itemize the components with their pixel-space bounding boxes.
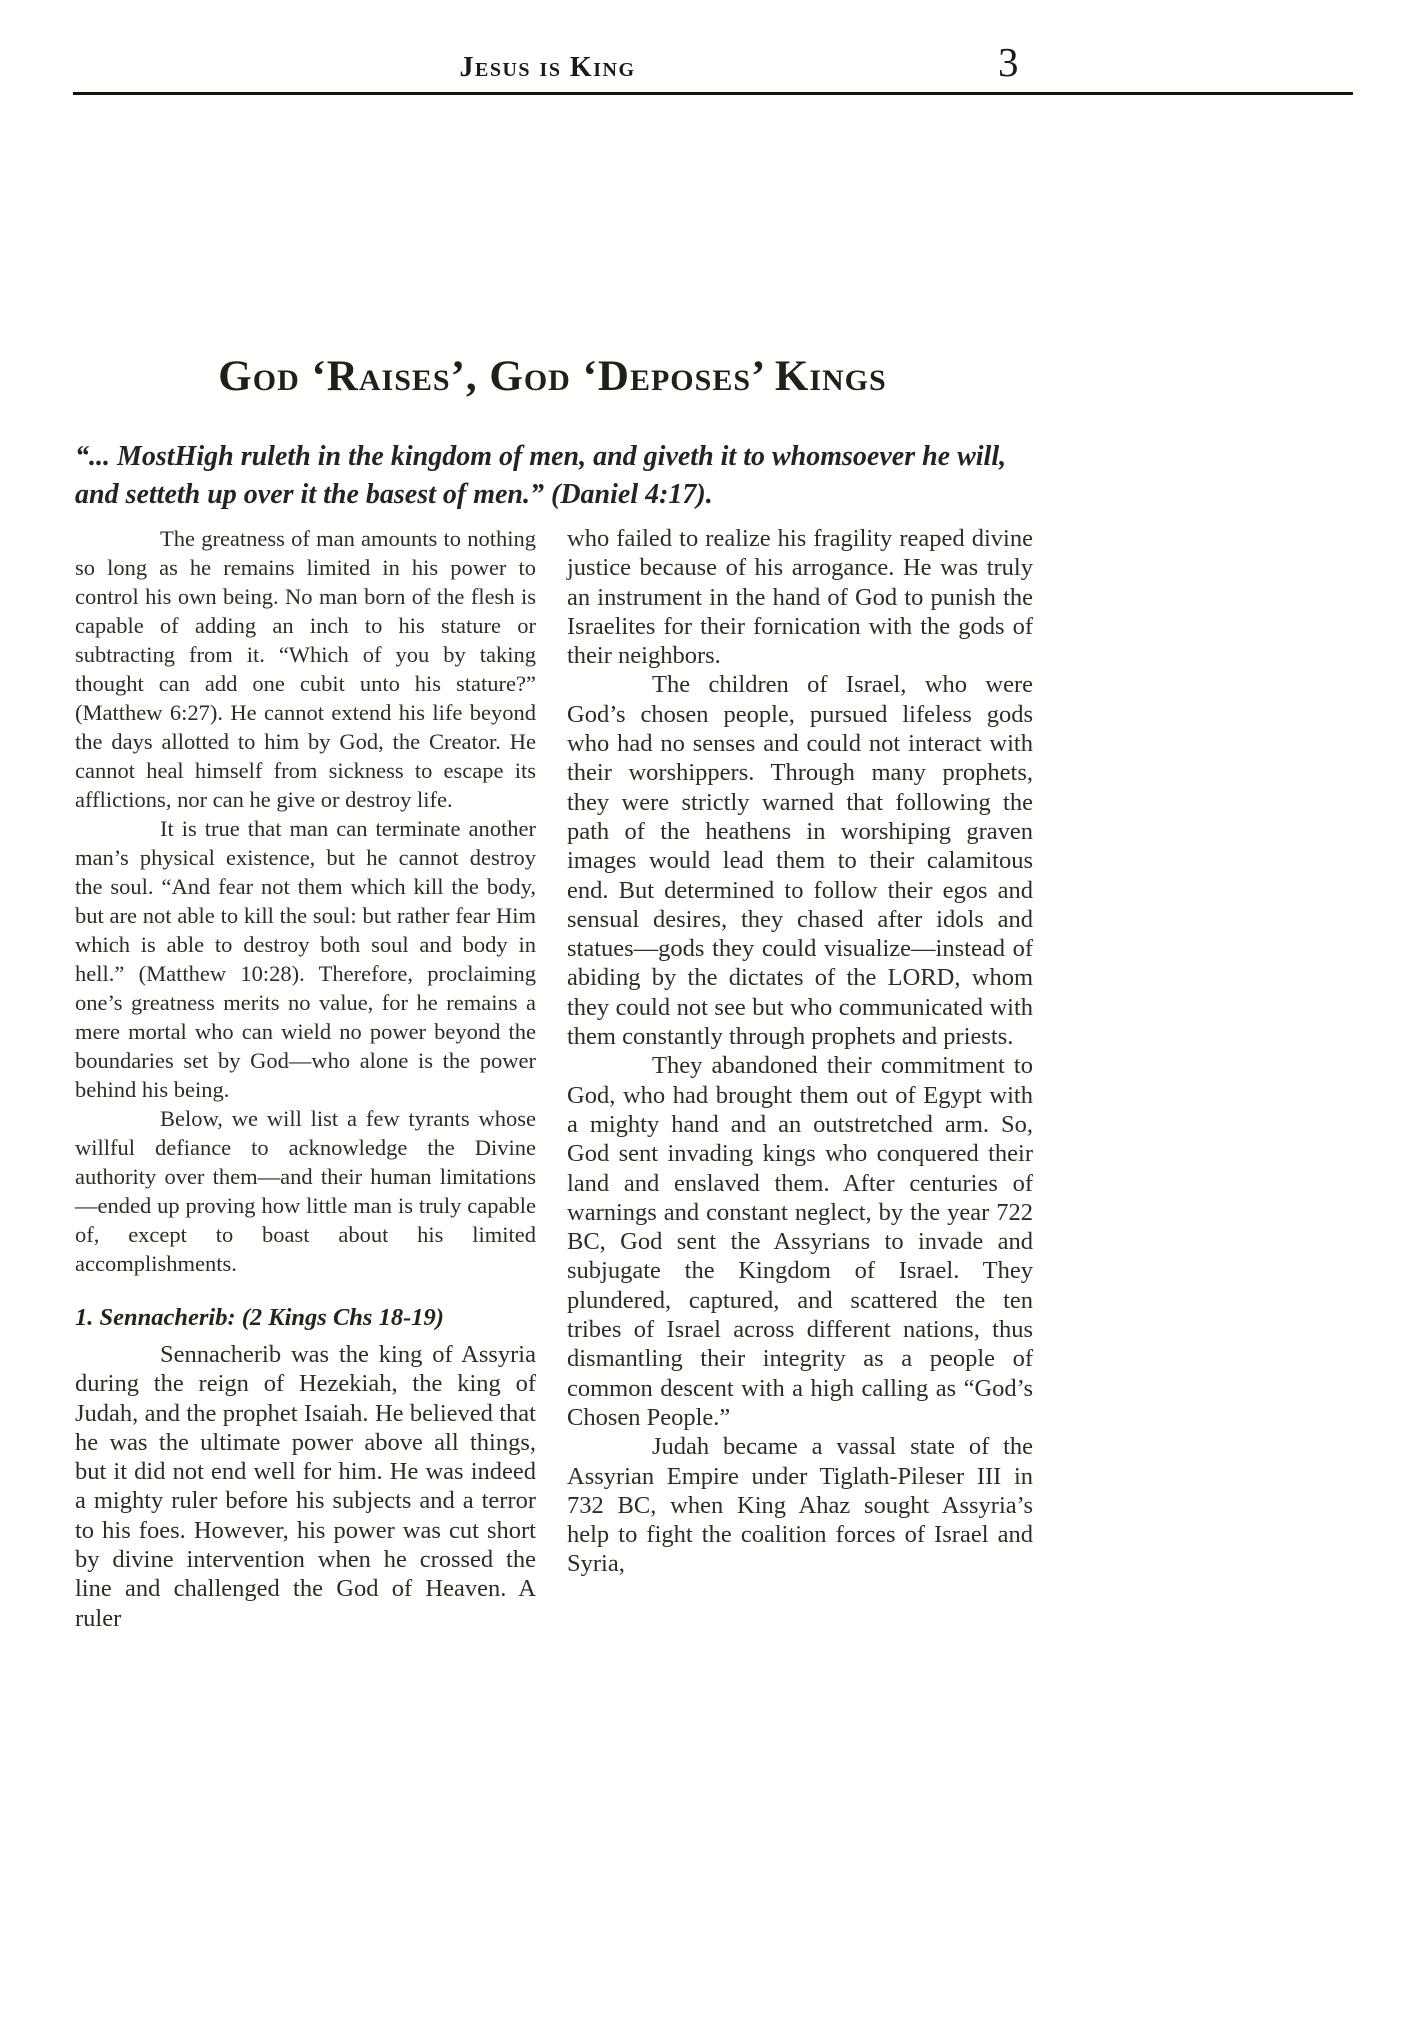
body-paragraph: The greatness of man amounts to nothing so long as he remains limited in his power to control his own being. No man born of the flesh is capable of adding an inch to his stature or subtracting from it. “Which of you by taking thought can add one cubit unto his stature?” (Matthew 6:27). He cannot extend his life beyond the days allotted to him by God, the Creator. He cannot heal himself from sickness to escape its afflictions, nor can he give or destroy life.	[75, 526, 536, 812]
section-heading-sennacherib: 1. Sennacherib: (2 Kings Chs 18-19)	[75, 1304, 444, 1331]
right-column	[567, 524, 1033, 1633]
left-column	[75, 524, 536, 1633]
body-paragraph: who failed to realize his fragility reaped divine justice because of his arrogance. He was truly an instrument in the hand of God to punish the Israelites for their fornication with the gods of their neighbors.	[567, 525, 1033, 670]
body-paragraph: The children of Israel, who were God’s chosen people, pursued lifeless gods who had no senses and could not interact with their worshippers. Through many prophets, they were strictly warned that following the path of the heathens in worshiping graven images would lead them to their calamitous end. But determined to follow their egos and sensual desires, they chased after idols and statues—gods they could visualize—instead of abiding by the dictates of the LORD, whom they could not see but who communicated with them constantly through prophets and priests.	[567, 671, 1033, 1051]
body-paragraph: Below, we will list a few tyrants whose willful defiance to acknowledge the Divine authority over them—and their human limitations—ended up proving how little man is truly capable of, except to boast about his limited accomplishments.	[75, 1106, 536, 1276]
two-column-body	[75, 524, 1033, 1633]
body-paragraph: It is true that man can terminate another man’s physical existence, but he cannot destroy the soul. “And fear not them which kill the body, but are not able to kill the soul: but rather fear Him which is able to destroy both soul and body in hell.” (Matthew 10:28). Therefore, proclaiming one’s greatness merits no value, for he remains a mere mortal who can wield no power beyond the boundaries set by God—who alone is the power behind his being.	[75, 816, 536, 1102]
article-title: God ‘Raises’, God ‘Deposes’ Kings	[218, 353, 887, 400]
running-title: Jesus is King	[459, 52, 636, 83]
page-number: 3	[998, 39, 1019, 85]
header-rule	[73, 92, 1353, 95]
body-paragraph: Judah became a vassal state of the Assyrian Empire under Tiglath-Pileser III in 732 BC, when King Ahaz sought Assyria’s help to fight the coalition forces of Israel and Syria,	[567, 1433, 1033, 1578]
body-paragraph: They abandoned their commitment to God, who had brought them out of Egypt with a mighty hand and an outstretched arm. So, God sent invading kings who conquered their land and enslaved them. After centuries of warnings and constant neglect, by the year 722 BC, God sent the Assyrians to invade and subjugate the Kingdom of Israel. They plundered, captured, and scattered the ten tribes of Israel across different nations, thus dismantling their integrity as a people of common descent with a high calling as “God’s Chosen People.”	[567, 1052, 1033, 1431]
epigraph-quote: “... MostHigh ruleth in the kingdom of men, and giveth it to whomsoever he will, and setteth up over it the basest of men.” (Daniel 4:17).	[75, 441, 1007, 510]
body-paragraph: Sennacherib was the king of Assyria during the reign of Hezekiah, the king of Judah, and the prophet Isaiah. He believed that he was the ultimate power above all things, but it did not end well for him. He was indeed a mighty ruler before his subjects and a terror to his foes. However, his power was cut short by divine intervention when he crossed the line and challenged the God of Heaven. A ruler	[75, 1341, 536, 1632]
